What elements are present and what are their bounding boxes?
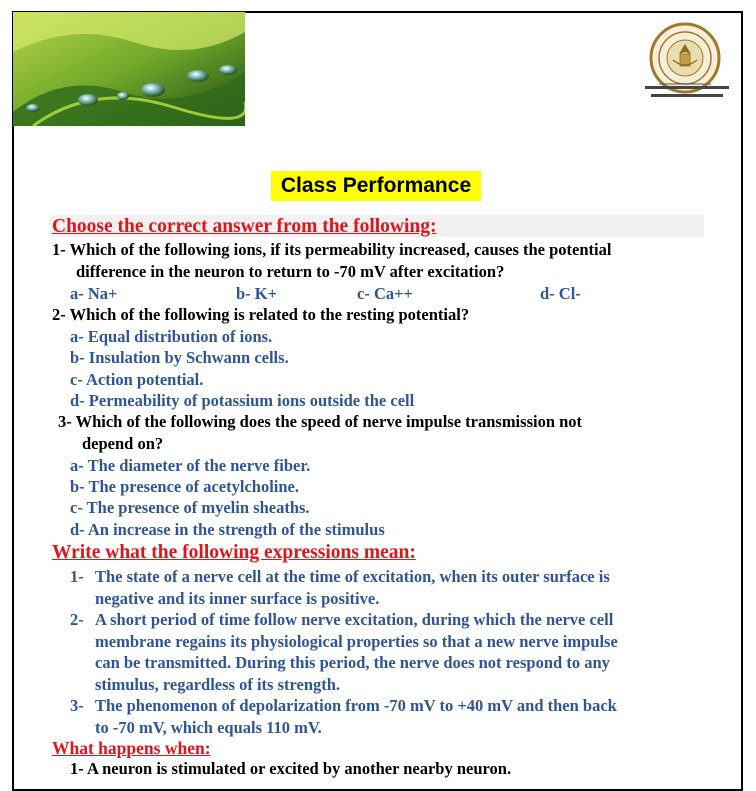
page-title: Class Performance (280, 174, 472, 197)
question-2-option-c: c- Action potential. (70, 370, 204, 389)
question-3-line-2: depend on? (82, 434, 164, 453)
question-1-option-d: d- Cl- (540, 284, 581, 303)
question-3-option-c: c- The presence of myelin sheaths. (70, 498, 310, 517)
question-1-option-c: c- Ca++ (357, 284, 413, 303)
question-1-option-a: a- Na+ (70, 284, 118, 303)
expression-1-number: 1- (70, 567, 84, 586)
expression-3-line-1: The phenomenon of depolarization from -70 mV to +40 mV and then back (95, 696, 617, 715)
question-2-line-1: 2- Which of the following is related to the resting potential? (52, 305, 470, 324)
question-3-option-a: a- The diameter of the nerve fiber. (70, 456, 311, 475)
expression-2-number: 2- (70, 610, 84, 629)
question-1-line-1: 1- Which of the following ions, if its permeability increased, causes the potential (52, 240, 612, 259)
leaf-water-drops-image (13, 12, 245, 126)
expression-1-line-2: negative and its inner surface is positive. (95, 589, 380, 608)
expression-1-line-1: The state of a nerve cell at the time of excitation, when its outer surface is (95, 567, 610, 586)
expression-2-line-3: can be transmitted. During this period, the nerve does not respond to any (95, 653, 610, 672)
section-heading-expressions: Write what the following expressions mean: (52, 542, 416, 563)
question-3-line-1: 3- Which of the following does the speed of nerve impulse transmission not (58, 412, 583, 431)
expression-3-line-2: to -70 mV, which equals 110 mV. (95, 718, 322, 737)
question-3-option-d: d- An increase in the strength of the stimulus (70, 520, 385, 539)
expression-3-number: 3- (70, 696, 84, 715)
question-2-option-b: b- Insulation by Schwann cells. (70, 348, 289, 367)
question-2-option-d: d- Permeability of potassium ions outside the cell (70, 391, 415, 410)
what-happens-item-1: 1- A neuron is stimulated or excited by another nearby neuron. (70, 759, 512, 778)
question-1-option-b: b- K+ (236, 284, 278, 303)
expression-2-line-1: A short period of time follow nerve excitation, during which the nerve cell (95, 610, 614, 629)
section-heading-what-happens: What happens when: (52, 738, 211, 758)
question-3-option-b: b- The presence of acetylcholine. (70, 477, 299, 496)
section-heading-choose: Choose the correct answer from the following: (52, 216, 437, 237)
ministry-seal-logo (637, 20, 737, 110)
expression-2-line-4: stimulus, regardless of its strength. (95, 675, 341, 694)
page-title-box (271, 171, 481, 201)
question-1-line-2: difference in the neuron to return to -70 mV after excitation? (76, 262, 505, 281)
expression-2-line-2: membrane regains its physiological properties so that a new nerve impulse (95, 632, 618, 651)
question-2-option-a: a- Equal distribution of ions. (70, 327, 273, 346)
